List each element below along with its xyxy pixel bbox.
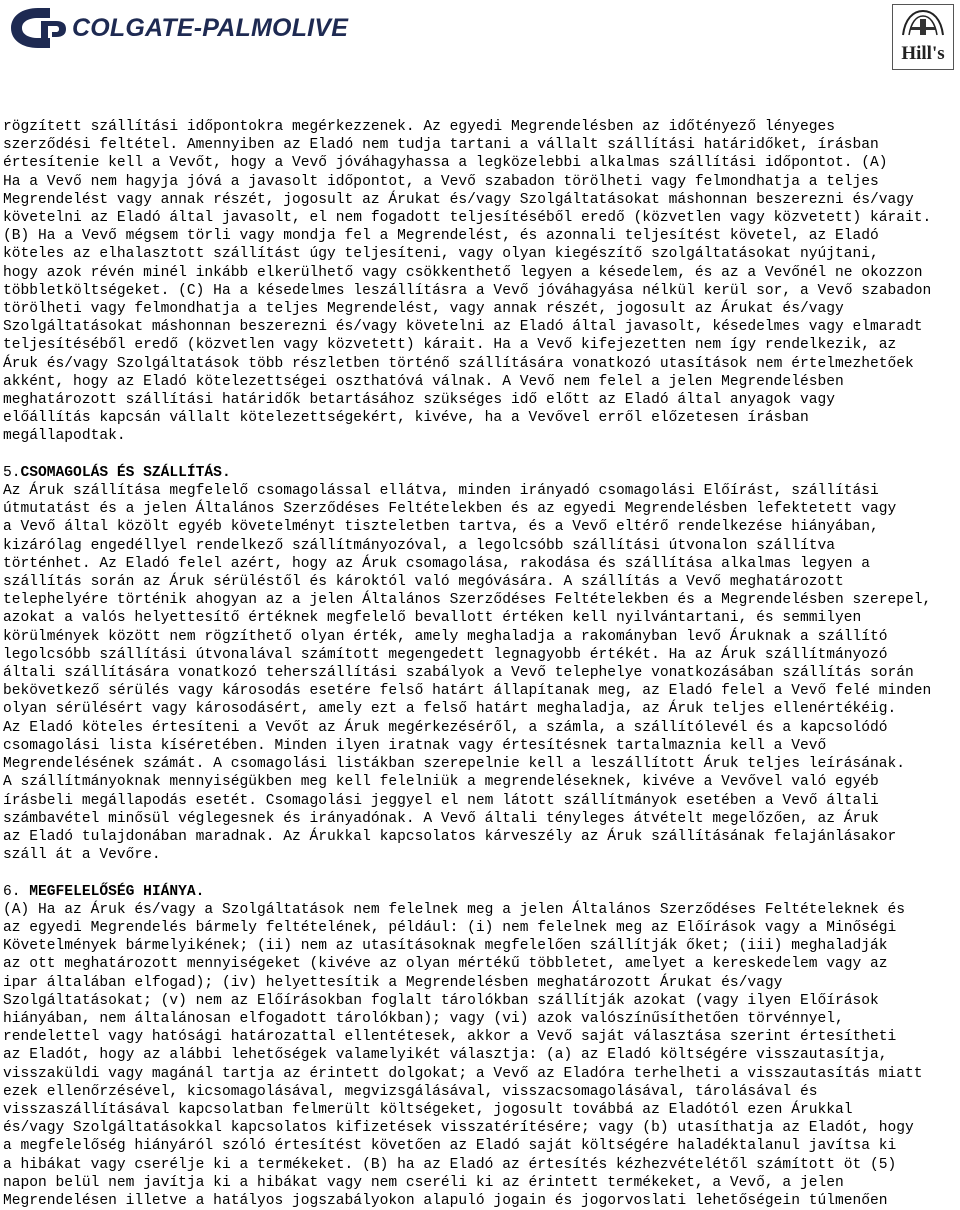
section-heading-nonconformity bbox=[3, 883, 958, 901]
section-title: MEGFELELŐSÉG HIÁNYA. bbox=[29, 883, 205, 900]
colgate-palmolive-emblem-icon bbox=[8, 6, 68, 50]
paragraph-packaging: Az Áruk szállítása megfelelő csomagolással ellátva, minden irányadó csomagolási Előírást, szállítási útmutatást és a jelen Általános Szerződéses Feltételekben és az egyedi Megrendelésben lefektetett vagy a Vevő által közölt egyéb követelményt tiszteletben tartva, és a Vevő eltérő rendelkezése hiányában, kizárólag engedéllyel rendelkező szállítmányozóval, a legolcsóbb szállítási útvonalon szállítva történhet. Az Eladó felel azért, hogy az Áruk csomagolása, rakodása és szállítása alkalmas legyen a szállítás során az Áruk sérüléstől és károktól való megóvására. A szállítás a Vevő meghatározott telephelyére történik ahogyan az a jelen Általános Szerződéses Feltételekben és a Megrendelésben szerepel, azokat a valós helyettesítő értéknek megfelelő bevallott értéken kell nyilvántartani, és semmilyen körülmények között nem rögzíthető olyan érték, amely meghaladja a rakományban levő Áruknak a szállító legolcsóbb szállítási útvonalával számított megengedett legnagyobb értékét. Ha az Áruk szállítmányozó általi szállítására vonatkozó teherszállítási szabályok a Vevő telephelye vonatkozásában szállítás során bekövetkező sérülés vagy károsodás esetére felső határt állapítanak meg, az Eladó felel a Vevő felé minden olyan sérülésért vagy károsodásért, amely ezt a felső határt meghaladja, az Áruk teljes ellenértékéig. Az Eladó köteles értesíteni a Vevőt az Áruk megérkezéséről, a számla, a szállítólevél és a kapcsolódó csomagolási lista kíséretében. Minden ilyen iratnak vagy értesítésnek tartalmaznia kell a Vevő Megrendelésének számát. A csomagolási listákban szerepelnie kell a leszállított Áruk teljes leírásának. A szállítmányoknak mennyiségükben meg kell felelniük a megrendeléseknek, kivéve a Vevővel való egyéb írásbeli megállapodás esetét. Csomagolási jeggyel el nem látott szállítmányok esetében a Vevő általi számbavétel minősül véglegesnek és irányadónak. A Vevő általi tényleges átvételt megelőzően, az Áruk az Eladó tulajdonában maradnak. Az Árukkal kapcsolatos kárveszély az Áruk szállításának felajánlásakor száll át a Vevőre. bbox=[3, 483, 932, 864]
page-header bbox=[0, 0, 960, 80]
section-number: 5. bbox=[3, 464, 21, 481]
hills-logo bbox=[892, 4, 954, 70]
section-title: CSOMAGOLÁS ÉS SZÁLLÍTÁS. bbox=[20, 464, 231, 481]
paragraph-nonconformity: (A) Ha az Áruk és/vagy a Szolgáltatások nem felelnek meg a jelen Általános Szerződéses Feltételeknek és az egyedi Megrendelés bármely feltételének, például: (i) nem felelnek meg az Előírások vagy a Minőségi Követelmények bármelyikének; (ii) nem az utasításoknak megfelelően szállítják őket; (iii) meghaladják az ott meghatározott mennyiségeket (kivéve az olyan mértékű többletet, amelyet a kereskedelem vagy az ipar általában elfogad); (iv) helyettesítik a Megrendelésben meghatározott Árukat és/vagy Szolgáltatásokat; (v) nem az Előírásokban foglalt tárolókban szállítják azokat (vagy ilyen Előírások hiányában, nem általánosan elfogadott tárolókban); vagy (vi) azok valószínűsíthetően törvénnyel, rendelettel vagy hatósági határozattal ellentétesek, akkor a Vevő saját választása szerint értesítheti az Eladót, hogy az alábbi lehetőségek valamelyikét választja: (a) az Eladó költségére visszautasítja, visszaküldi vagy magánál tartja az érintett dolgokat; a Vevő az Eladóra terhelheti a visszautasítás miatt ezek ellenőrzésével, kicsomagolásával, megvizsgálásával, visszacsomagolásával, tárolásával és visszaszállításával kapcsolatban felmerült költségeket, jogosult továbbá az Eladótól ezen Árukkal és/vagy Szolgáltatásokkal kapcsolatos kifizetések visszatérítésére; vagy (b) utasíthatja az Eladót, hogy a megfelelőség hiányáról szóló értesítést követően az Eladó saját költségére haladéktalanul javítsa ki a hibákat vagy cserélje ki a termékeket. (B) ha az Eladó az értesítés kézhezvételétől számított öt (5) napon belül nem javítja ki a hibákat vagy nem cseréli ki az érintett termékeket, a Vevő, a jelen Megrendelésen illetve a hatályos jogszabályokon alapuló jogain és jogorvoslati lehetőségein túlmenően bbox=[3, 901, 923, 1209]
section-number: 6. bbox=[3, 883, 21, 900]
colgate-palmolive-wordmark: COLGATE-PALMOLIVE bbox=[72, 13, 349, 42]
document-body bbox=[3, 118, 958, 1210]
hills-wordmark: Hill's bbox=[901, 43, 945, 64]
section-heading-packaging bbox=[3, 464, 958, 482]
paragraph-delivery-delay: rögzített szállítási időpontokra megérkezzenek. Az egyedi Megrendelésben az időtényező lényeges szerződési feltétel. Amennyiben az Eladó nem tudja tartani a vállalt szállítási határidőket, írásban értesítenie kell a Vevőt, hogy a Vevő jóváhagyhassa a legközelebbi alkalmas szállítási időpontot. (A) Ha a Vevő nem hagyja jóvá a javasolt időpontot, a Vevő szabadon törölheti vagy felmondhatja a teljes Megrendelést vagy annak részét, jogosult az Árukat és/vagy Szolgáltatásokat máshonnan beszerezni és/vagy követelni az Eladó által javasolt, el nem fogadott teljesítéséből eredő (közvetlen vagy közvetett) kárait. (B) Ha a Vevő mégsem törli vagy mondja fel a Megrendelést, és azonnali teljesítést követel, az Eladó köteles az elhalasztott szállítást úgy teljesíteni, vagy olyan kiegészítő szolgáltatásokat nyújtani, hogy azok révén minél inkább elkerülhető vagy csökkenthető legyen a késedelem, és az a Vevőnél ne okozzon többletköltségeket. (C) Ha a késedelmes leszállításra a Vevő jóváhagyása nélkül kerül sor, a Vevő szabadon törölheti vagy felmondhatja a teljes Megrendelést, vagy annak részét, jogosult az Árukat és/vagy Szolgáltatásokat máshonnan beszerezni és/vagy követelni az Eladó által javasolt, késedelmes vagy elmaradt teljesítéséből eredő (közvetlen vagy közvetett) kárait. Ha a Vevő kifejezetten nem így rendelkezik, az Áruk és/vagy Szolgáltatások több részletben történő szállítására vonatkozó utasítások nem értelmezhetőek akként, hogy az Eladó kötelezettségei oszthatóvá válnak. A Vevő nem felel a jelen Megrendelésben meghatározott szállítási határidők betartásához szükséges idő előtt az Eladó által anyagok vagy előállítás kapcsán vállalt kötelezettségekért, kivéve, ha a Vevővel erről előzetesen írásban megállapodtak. bbox=[3, 119, 932, 445]
colgate-palmolive-logo bbox=[8, 6, 348, 50]
hills-emblem-icon bbox=[893, 5, 953, 45]
